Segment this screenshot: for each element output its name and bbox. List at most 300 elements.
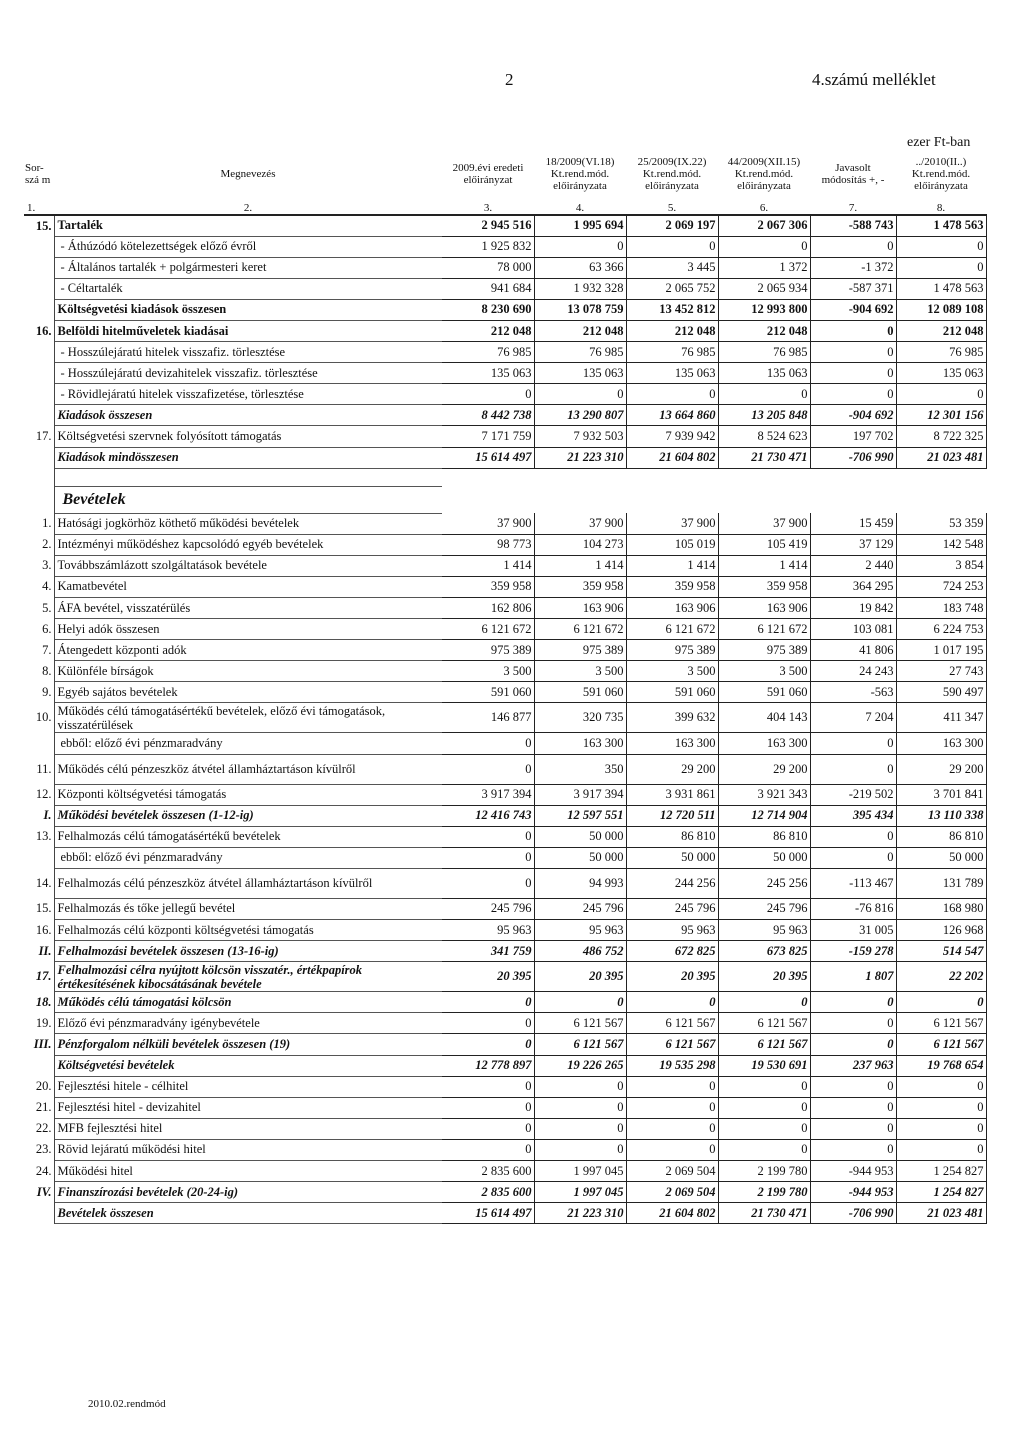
row-label: Finanszírozási bevételek (20-24-ig) [54,1182,442,1203]
cell-col-6: 76 985 [718,342,810,363]
cell-col-3: 941 684 [442,278,534,299]
cell-col-4: 0 [534,1097,626,1118]
cell-col-3: 6 121 672 [442,619,534,640]
table-row [24,555,986,576]
cell-col-8: 21 023 481 [896,1203,986,1224]
cell-col-3: 2 945 516 [442,215,534,236]
table-row [24,215,986,236]
cell-col-7 [810,486,896,513]
cell-col-4: 21 223 310 [534,1203,626,1224]
row-label: - Áthúzódó kötelezettségek előző évről [54,236,442,257]
cell-col-3: 975 389 [442,640,534,661]
table-row [24,920,986,941]
cell-col-6: 404 143 [718,703,810,733]
row-label: Működési hitel [54,1160,442,1181]
row-label: MFB fejlesztési hitel [54,1118,442,1139]
cell-col-7: 0 [810,1118,896,1139]
row-number: 4. [24,576,54,597]
table-row [24,962,986,992]
row-label: Pénzforgalom nélküli bevételek összesen (19) [54,1034,442,1055]
cell-col-6: 163 906 [718,598,810,619]
header-num-4: 4. [534,202,626,215]
cell-col-7: -587 371 [810,278,896,299]
table-row [24,1182,986,1203]
cell-col-4: 3 917 394 [534,784,626,805]
table-row [24,426,986,447]
cell-col-4: 135 063 [534,363,626,384]
cell-col-5: 6 121 672 [626,619,718,640]
cell-col-3: 0 [442,384,534,405]
cell-col-5: 3 500 [626,661,718,682]
cell-col-7: 0 [810,733,896,754]
cell-col-4: 12 597 551 [534,805,626,826]
cell-col-5: 6 121 567 [626,1034,718,1055]
cell-col-8: 126 968 [896,920,986,941]
row-number: 5. [24,598,54,619]
table-row [24,534,986,555]
cell-col-8: 168 980 [896,898,986,919]
row-number: 11. [24,754,54,784]
cell-col-8: 0 [896,236,986,257]
cell-col-6: 975 389 [718,640,810,661]
cell-col-5: 2 069 197 [626,215,718,236]
row-number: IV. [24,1182,54,1203]
table-row [24,513,986,534]
header-col-7: Javasolt módosítás +, - [821,162,885,186]
cell-col-6: 12 993 800 [718,299,810,320]
cell-col-5: 0 [626,992,718,1013]
cell-col-8: 590 497 [896,682,986,703]
cell-col-7: 0 [810,992,896,1013]
page-number: 2 [505,70,514,89]
cell-col-4: 350 [534,754,626,784]
cell-col-4: 94 993 [534,868,626,898]
header-num-5: 5. [626,202,718,215]
row-number [24,733,54,754]
row-label: Rövid lejáratú működési hitel [54,1139,442,1160]
row-label: Felhalmozás célú támogatásértékű bevételek [54,826,442,847]
cell-col-7: 0 [810,363,896,384]
row-label: Különféle bírságok [54,661,442,682]
cell-col-6: 3 500 [718,661,810,682]
row-number [24,278,54,299]
row-label: Felhalmozás célú pénzeszköz átvétel államháztartáson kívülről [54,868,442,898]
cell-col-6: 6 121 567 [718,1013,810,1034]
cell-col-8: 6 121 567 [896,1034,986,1055]
cell-col-3: 98 773 [442,534,534,555]
cell-col-6: 19 530 691 [718,1055,810,1076]
header-name: Megnevezés [220,168,276,180]
cell-col-5: 21 604 802 [626,1203,718,1224]
cell-col-6: 2 199 780 [718,1160,810,1181]
cell-col-8: 3 854 [896,555,986,576]
cell-col-4 [534,468,626,486]
cell-col-4: 6 121 672 [534,619,626,640]
cell-col-5: 13 452 812 [626,299,718,320]
cell-col-7: 41 806 [810,640,896,661]
row-number: 12. [24,784,54,805]
row-label: Felhalmozás és tőke jellegű bevétel [54,898,442,919]
row-label: Működés célú pénzeszköz átvétel államháztartáson kívülről [54,754,442,784]
cell-col-3: 135 063 [442,363,534,384]
cell-col-3: 95 963 [442,920,534,941]
cell-col-3: 0 [442,1076,534,1097]
cell-col-7 [810,468,896,486]
row-label: Költségvetési kiadások összesen [54,299,442,320]
cell-col-4: 245 796 [534,898,626,919]
cell-col-7: 0 [810,1034,896,1055]
row-label: Fejlesztési hitel - devizahitel [54,1097,442,1118]
cell-col-3: 0 [442,1013,534,1034]
cell-col-7: -76 816 [810,898,896,919]
cell-col-6: 1 414 [718,555,810,576]
cell-col-7: 0 [810,384,896,405]
table-row [24,826,986,847]
cell-col-4: 486 752 [534,941,626,962]
header-col-8: ../2010(II..) Kt.rend.mód. előirányzata [911,156,971,192]
row-label: Működés célú támogatásértékű bevételek, előző évi támogatások, visszatérülések [54,703,442,733]
row-label: Egyéb sajátos bevételek [54,682,442,703]
row-number: 6. [24,619,54,640]
row-number: 17. [24,426,54,447]
row-label: - Hosszúlejáratú hitelek visszafiz. törlesztése [54,342,442,363]
cell-col-3 [442,486,534,513]
header-num-3: 3. [442,202,534,215]
table-row [24,447,986,468]
cell-col-3: 0 [442,826,534,847]
cell-col-8: 163 300 [896,733,986,754]
footer-code: 2010.02.rendmód [88,1398,166,1410]
row-label: Kamatbevétel [54,576,442,597]
cell-col-5: 12 720 511 [626,805,718,826]
cell-col-5: 3 445 [626,257,718,278]
row-number: 18. [24,992,54,1013]
cell-col-3: 76 985 [442,342,534,363]
cell-col-8: 183 748 [896,598,986,619]
cell-col-6: 245 256 [718,868,810,898]
cell-col-8: 1 254 827 [896,1160,986,1181]
cell-col-3: 212 048 [442,320,534,341]
cell-col-4: 320 735 [534,703,626,733]
cell-col-8: 27 743 [896,661,986,682]
cell-col-4: 1 997 045 [534,1182,626,1203]
cell-col-5 [626,468,718,486]
cell-col-5: 0 [626,1139,718,1160]
cell-col-6: 0 [718,1118,810,1139]
cell-col-7: 197 702 [810,426,896,447]
cell-col-5: 3 931 861 [626,784,718,805]
cell-col-8: 53 359 [896,513,986,534]
cell-col-3: 8 230 690 [442,299,534,320]
table-body [24,215,986,1224]
header-num-7: 7. [810,202,896,215]
cell-col-4: 975 389 [534,640,626,661]
cell-col-7: -904 692 [810,405,896,426]
cell-col-6 [718,468,810,486]
row-number: 17. [24,962,54,992]
cell-col-6: 21 730 471 [718,1203,810,1224]
cell-col-7: -706 990 [810,1203,896,1224]
cell-col-6: 6 121 672 [718,619,810,640]
row-label: ÁFA bevétel, visszatérülés [54,598,442,619]
cell-col-3: 3 500 [442,661,534,682]
table-row [24,468,986,486]
row-label: Működési bevételek összesen (1-12-ig) [54,805,442,826]
cell-col-8: 8 722 325 [896,426,986,447]
cell-col-3: 0 [442,992,534,1013]
cell-col-7: 0 [810,1097,896,1118]
row-number: 10. [24,703,54,733]
cell-col-7: 19 842 [810,598,896,619]
row-label: Helyi adók összesen [54,619,442,640]
cell-col-6: 163 300 [718,733,810,754]
cell-col-4: 0 [534,1118,626,1139]
cell-col-3: 20 395 [442,962,534,992]
cell-col-6: 359 958 [718,576,810,597]
cell-col-6 [718,486,810,513]
cell-col-5: 0 [626,236,718,257]
cell-col-7: -904 692 [810,299,896,320]
cell-col-7: -113 467 [810,868,896,898]
table-row [24,1118,986,1139]
cell-col-3: 0 [442,733,534,754]
row-number [24,847,54,868]
row-number: II. [24,941,54,962]
row-label: Bevételek összesen [54,1203,442,1224]
header-col-4: 18/2009(VI.18) Kt.rend.mód. előirányzata [545,156,615,192]
cell-col-7: 237 963 [810,1055,896,1076]
table-row [24,754,986,784]
cell-col-8: 0 [896,384,986,405]
row-label: Előző évi pénzmaradvány igénybevétele [54,1013,442,1034]
cell-col-3: 15 614 497 [442,447,534,468]
header-sor: Sor-szá m [25,162,51,186]
cell-col-5: 0 [626,1118,718,1139]
cell-col-7: -159 278 [810,941,896,962]
cell-col-5: 1 414 [626,555,718,576]
table-row [24,847,986,868]
cell-col-4: 1 997 045 [534,1160,626,1181]
row-label: Átengedett központi adók [54,640,442,661]
cell-col-8: 29 200 [896,754,986,784]
table-row [24,384,986,405]
cell-col-8: 1 478 563 [896,278,986,299]
table-row [24,299,986,320]
cell-col-4: 104 273 [534,534,626,555]
row-number [24,405,54,426]
cell-col-8: 1 254 827 [896,1182,986,1203]
cell-col-6: 0 [718,992,810,1013]
table-row [24,405,986,426]
cell-col-4: 37 900 [534,513,626,534]
table-row [24,1076,986,1097]
cell-col-5: 95 963 [626,920,718,941]
cell-col-5: 105 019 [626,534,718,555]
row-label: ebből: előző évi pénzmaradvány [54,847,442,868]
table-row [24,320,986,341]
cell-col-7: -706 990 [810,447,896,468]
cell-col-6: 0 [718,1076,810,1097]
cell-col-5: 399 632 [626,703,718,733]
cell-col-3: 591 060 [442,682,534,703]
cell-col-3: 12 778 897 [442,1055,534,1076]
cell-col-4: 6 121 567 [534,1013,626,1034]
cell-col-6: 1 372 [718,257,810,278]
cell-col-7: 7 204 [810,703,896,733]
row-number: 21. [24,1097,54,1118]
table-row [24,1034,986,1055]
row-label: Költségvetési bevételek [54,1055,442,1076]
table-row [24,992,986,1013]
row-number [24,486,54,513]
cell-col-7: -219 502 [810,784,896,805]
cell-col-8: 0 [896,992,986,1013]
cell-col-7: 0 [810,342,896,363]
cell-col-6: 21 730 471 [718,447,810,468]
cell-col-5: 163 300 [626,733,718,754]
cell-col-5: 6 121 567 [626,1013,718,1034]
cell-col-3: 0 [442,1034,534,1055]
row-label: - Rövidlejáratú hitelek visszafizetése, törlesztése [54,384,442,405]
row-number: 20. [24,1076,54,1097]
cell-col-4: 95 963 [534,920,626,941]
cell-col-7: -588 743 [810,215,896,236]
cell-col-8: 411 347 [896,703,986,733]
cell-col-7: 0 [810,236,896,257]
table-row [24,1097,986,1118]
table-row [24,236,986,257]
cell-col-6: 20 395 [718,962,810,992]
cell-col-8: 0 [896,1118,986,1139]
annex-label: 4.számú melléklet [812,70,936,89]
cell-col-4 [534,486,626,513]
row-number [24,384,54,405]
cell-col-7: 103 081 [810,619,896,640]
cell-col-4: 0 [534,1076,626,1097]
table-row [24,703,986,733]
row-number: 3. [24,555,54,576]
cell-col-6: 2 067 306 [718,215,810,236]
cell-col-6: 13 205 848 [718,405,810,426]
cell-col-6: 37 900 [718,513,810,534]
cell-col-7: 1 807 [810,962,896,992]
cell-col-3: 78 000 [442,257,534,278]
cell-col-4: 1 932 328 [534,278,626,299]
row-number [24,342,54,363]
row-label: Működés célú támogatási kölcsön [54,992,442,1013]
header-num-1: 1. [24,202,54,215]
cell-col-7: 364 295 [810,576,896,597]
cell-col-8: 135 063 [896,363,986,384]
cell-col-7: 31 005 [810,920,896,941]
cell-col-3: 3 917 394 [442,784,534,805]
row-label: - Hosszúlejáratú devizahitelek visszafiz. törlesztése [54,363,442,384]
cell-col-6: 12 714 904 [718,805,810,826]
row-label: Belföldi hitelműveletek kiadásai [54,320,442,341]
cell-col-7: -944 953 [810,1182,896,1203]
cell-col-4: 0 [534,236,626,257]
cell-col-3: 0 [442,1097,534,1118]
cell-col-3: 2 835 600 [442,1160,534,1181]
table-row [24,1055,986,1076]
cell-col-5: 359 958 [626,576,718,597]
cell-col-4: 50 000 [534,826,626,847]
cell-col-6: 29 200 [718,754,810,784]
cell-col-5: 19 535 298 [626,1055,718,1076]
cell-col-8 [896,468,986,486]
header-num-8: 8. [896,202,986,215]
table-row [24,278,986,299]
cell-col-4: 212 048 [534,320,626,341]
cell-col-6: 105 419 [718,534,810,555]
row-number [24,236,54,257]
cell-col-7: 0 [810,1139,896,1160]
cell-col-4: 19 226 265 [534,1055,626,1076]
cell-col-6: 212 048 [718,320,810,341]
row-number [24,1055,54,1076]
cell-col-6: 0 [718,1139,810,1160]
table-row [24,898,986,919]
cell-col-4: 20 395 [534,962,626,992]
cell-col-8: 50 000 [896,847,986,868]
cell-col-5: 37 900 [626,513,718,534]
row-number: III. [24,1034,54,1055]
row-label: Továbbszámlázott szolgáltatások bevétele [54,555,442,576]
cell-col-5: 2 069 504 [626,1160,718,1181]
cell-col-4: 0 [534,1139,626,1160]
cell-col-3: 341 759 [442,941,534,962]
row-label: ebből: előző évi pénzmaradvány [54,733,442,754]
header-num-2: 2. [54,202,442,215]
cell-col-5: 975 389 [626,640,718,661]
table-row [24,1013,986,1034]
table-row [24,576,986,597]
row-number: I. [24,805,54,826]
row-number: 9. [24,682,54,703]
cell-col-4: 1 414 [534,555,626,576]
cell-col-8: 12 089 108 [896,299,986,320]
row-number: 19. [24,1013,54,1034]
cell-col-4: 591 060 [534,682,626,703]
cell-col-4: 1 995 694 [534,215,626,236]
row-number [24,447,54,468]
cell-col-8: 724 253 [896,576,986,597]
table-row [24,342,986,363]
cell-col-5: 13 664 860 [626,405,718,426]
cell-col-8: 212 048 [896,320,986,341]
row-number: 7. [24,640,54,661]
cell-col-4: 163 300 [534,733,626,754]
cell-col-7: -563 [810,682,896,703]
header-col-5: 25/2009(IX.22) Kt.rend.mód. előirányzata [637,156,707,192]
row-number: 15. [24,898,54,919]
row-label: Költségvetési szervnek folyósított támogatás [54,426,442,447]
cell-col-6: 8 524 623 [718,426,810,447]
cell-col-6: 591 060 [718,682,810,703]
cell-col-5: 212 048 [626,320,718,341]
row-label: Hatósági jogkörhöz köthető működési bevételek [54,513,442,534]
cell-col-5: 50 000 [626,847,718,868]
cell-col-5: 20 395 [626,962,718,992]
row-number: 8. [24,661,54,682]
cell-col-5: 0 [626,384,718,405]
cell-col-5: 29 200 [626,754,718,784]
cell-col-8: 3 701 841 [896,784,986,805]
table-row [24,486,986,513]
cell-col-7: 395 434 [810,805,896,826]
table-row [24,1160,986,1181]
row-label: Fejlesztési hitele - célhitel [54,1076,442,1097]
